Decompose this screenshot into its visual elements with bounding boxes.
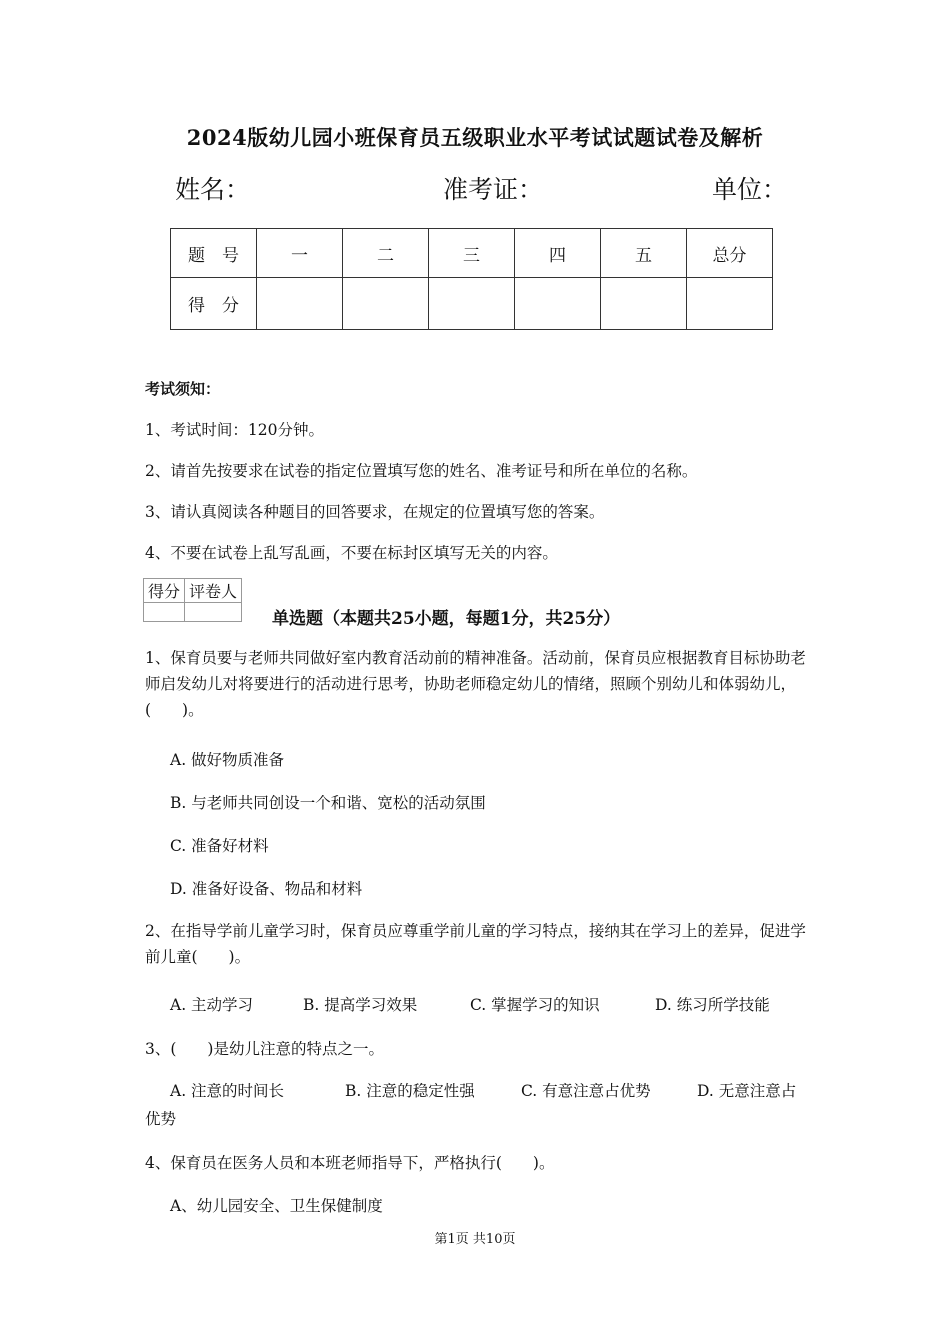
question-3-option[interactable]: A. 注意的时间长 [170, 1082, 285, 1100]
question-3-option[interactable]: D. 无意注意占 [697, 1082, 797, 1100]
score-input-cell[interactable] [343, 278, 429, 330]
score-input-cell[interactable] [687, 278, 773, 330]
notice-title: 考试须知： [145, 380, 221, 398]
grader-score-cell[interactable] [144, 603, 185, 622]
question-4-option[interactable]: A、幼儿园安全、卫生保健制度 [170, 1197, 383, 1215]
score-input-cell[interactable] [257, 278, 343, 330]
question-1-option[interactable]: C. 准备好材料 [170, 837, 269, 855]
page-footer: 第1页 共10页 [434, 1232, 516, 1247]
score-table-score-row [171, 278, 773, 330]
section-title: 单选题（本题共25小题，每题1分，共25分） [272, 609, 621, 629]
question-2-option[interactable]: B. 提高学习效果 [303, 996, 418, 1014]
question-3-stem: 3、( )是幼儿注意的特点之一。 [145, 1040, 384, 1058]
question-1-option[interactable]: D. 准备好设备、物品和材料 [170, 880, 363, 898]
score-header-cell: 二 [343, 229, 429, 278]
grader-score-label: 得分 [144, 579, 185, 603]
exam-number-field-label: 准考证： [443, 175, 544, 204]
question-4-stem: 4、保育员在医务人员和本班老师指导下，严格执行( )。 [145, 1154, 555, 1172]
score-header-cell: 四 [515, 229, 601, 278]
notice-item: 4、不要在试卷上乱写乱画，不要在标封区填写无关的内容。 [145, 544, 558, 562]
score-header-cell: 题 号 [171, 229, 257, 278]
grader-reviewer-label: 评卷人 [185, 579, 242, 603]
notice-item: 1、考试时间：120分钟。 [145, 421, 324, 439]
score-input-cell[interactable] [429, 278, 515, 330]
question-3-option[interactable]: B. 注意的稳定性强 [345, 1082, 475, 1100]
score-input-cell[interactable] [515, 278, 601, 330]
question-2-option[interactable]: A. 主动学习 [170, 996, 254, 1014]
question-1-stem: 1、保育员要与老师共同做好室内教育活动前的精神准备。活动前，保育员应根据教育目标协助老师启发幼儿对将要进行的活动进行思考，协助老师稳定幼儿的情绪，照顾个别幼儿和体弱幼儿，( )。 [145, 649, 806, 719]
score-header-cell: 总分 [687, 229, 773, 278]
question-2-option[interactable]: C. 掌握学习的知识 [470, 996, 600, 1014]
score-header-cell: 三 [429, 229, 515, 278]
question-3-option[interactable]: C. 有意注意占优势 [521, 1082, 651, 1100]
score-table-header-row [171, 229, 773, 278]
score-row-label: 得 分 [171, 278, 257, 330]
notice-item: 3、请认真阅读各种题目的回答要求，在规定的位置填写您的答案。 [145, 503, 605, 521]
question-3-option-wrap: 优势 [145, 1110, 177, 1128]
name-field-label: 姓名： [175, 175, 251, 204]
score-input-cell[interactable] [601, 278, 687, 330]
question-2-stem: 2、在指导学前儿童学习时，保育员应尊重学前儿童的学习特点，接纳其在学习上的差异，促进学前儿童( )。 [145, 922, 806, 966]
question-1-option[interactable]: A. 做好物质准备 [170, 751, 285, 769]
question-1-option[interactable]: B. 与老师共同创设一个和谐、宽松的活动氛围 [170, 794, 486, 812]
grader-box [143, 578, 242, 622]
candidate-fields [0, 170, 950, 204]
notice-item: 2、请首先按要求在试卷的指定位置填写您的姓名、准考证号和所在单位的名称。 [145, 462, 698, 480]
grader-reviewer-cell[interactable] [185, 603, 242, 622]
unit-field-label: 单位： [712, 175, 788, 204]
score-header-cell: 五 [601, 229, 687, 278]
question-2-option[interactable]: D. 练习所学技能 [655, 996, 770, 1014]
score-table [170, 228, 773, 330]
page-title: 2024版幼儿园小班保育员五级职业水平考试试题试卷及解析 [186, 125, 764, 150]
score-header-cell: 一 [257, 229, 343, 278]
